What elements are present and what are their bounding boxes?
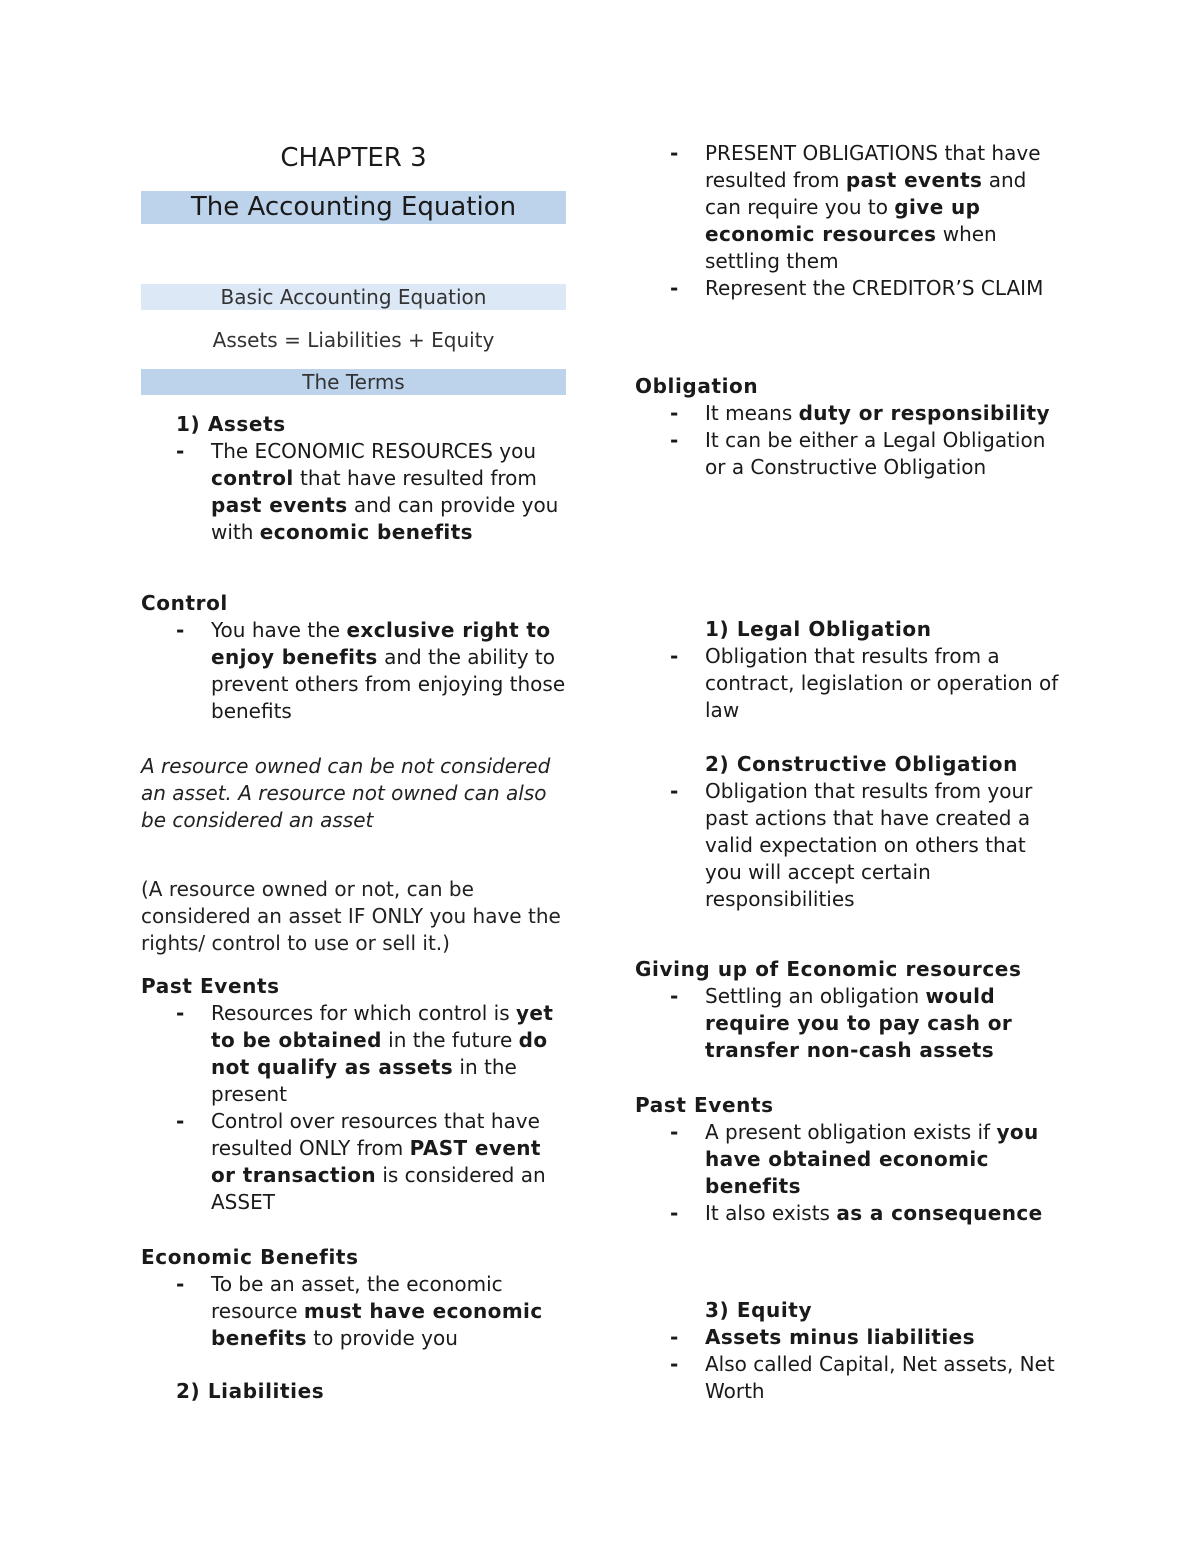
liabilities-bullet-1: PRESENT OBLIGATIONS that have resulted from past events and can require you to give up economic resources when settling them bbox=[705, 141, 1041, 273]
bold-run: duty or responsibility bbox=[798, 401, 1050, 425]
constructive-obligation-heading: 2) Constructive Obligation bbox=[705, 752, 1018, 776]
past-events-heading: Past Events bbox=[141, 974, 280, 998]
dash-bullet: - bbox=[670, 428, 679, 452]
right-past-events-section bbox=[635, 1092, 1065, 1227]
legal-obligation-heading: 1) Legal Obligation bbox=[705, 617, 932, 641]
obligation-bullet-1: It means duty or responsibility bbox=[705, 401, 1050, 425]
dash-bullet: - bbox=[176, 1272, 185, 1296]
past-events-section bbox=[141, 973, 571, 1216]
list-item bbox=[635, 427, 1065, 481]
liabilities-section bbox=[141, 1378, 571, 1405]
bold-run: you have obtained economic benefits bbox=[705, 1120, 1039, 1198]
giving-up-bullet-1: Settling an obligation would require you to pay cash or transfer non-cash assets bbox=[705, 984, 1013, 1062]
dash-bullet: - bbox=[670, 644, 679, 668]
economic-benefits-bullet-1: To be an asset, the economic resource must have economic benefits to provide you bbox=[211, 1272, 543, 1350]
economic-benefits-list bbox=[141, 1271, 571, 1352]
equity-section bbox=[635, 1297, 1065, 1405]
giving-up-heading: Giving up of Economic resources bbox=[635, 957, 1022, 981]
obligation-section bbox=[635, 373, 1065, 481]
dash-bullet: - bbox=[176, 439, 185, 463]
list-item bbox=[141, 1000, 571, 1108]
dash-bullet: - bbox=[670, 1201, 679, 1225]
equity-bullet-2: Also called Capital, Net assets, Net Worth bbox=[705, 1352, 1055, 1403]
liabilities-definition bbox=[635, 140, 1065, 302]
economic-benefits-section bbox=[141, 1244, 571, 1352]
dash-bullet: - bbox=[670, 1120, 679, 1144]
bold-run: past events bbox=[211, 493, 348, 517]
obligation-heading: Obligation bbox=[635, 374, 759, 398]
dash-bullet: - bbox=[176, 618, 185, 642]
dash-bullet: - bbox=[670, 984, 679, 1008]
legal-obligation-list bbox=[635, 643, 1065, 724]
dash-bullet: - bbox=[176, 1109, 185, 1133]
equity-heading: 3) Equity bbox=[705, 1298, 813, 1322]
page-title: The Accounting Equation bbox=[141, 191, 566, 224]
dash-bullet: - bbox=[176, 1001, 185, 1025]
right-past-events-list bbox=[635, 1119, 1065, 1227]
liabilities-heading: 2) Liabilities bbox=[176, 1379, 325, 1403]
dash-bullet: - bbox=[670, 141, 679, 165]
constructive-obligation-bullet-1: Obligation that results from your past actions that have created a valid expectation on others that you will accept certain responsibilities bbox=[705, 779, 1033, 911]
bold-run: yet to be obtained bbox=[211, 1001, 554, 1052]
dash-bullet: - bbox=[670, 401, 679, 425]
list-item bbox=[635, 1351, 1065, 1405]
past-events-bullet-2: Control over resources that have resulted ONLY from PAST event or transaction is considered an ASSET bbox=[211, 1109, 546, 1214]
equity-list bbox=[635, 1324, 1065, 1405]
equation-text: Assets = Liabilities + Equity bbox=[212, 328, 495, 352]
dash-bullet: - bbox=[670, 1325, 679, 1349]
bold-run: past events bbox=[845, 168, 983, 192]
economic-benefits-heading: Economic Benefits bbox=[141, 1245, 359, 1269]
ownership-note-italic: A resource owned can be not considered an asset. A resource not owned can also be considered an asset bbox=[141, 754, 551, 832]
chapter-heading: CHAPTER 3 bbox=[280, 143, 427, 173]
bold-run: control bbox=[211, 466, 294, 490]
giving-up-section bbox=[635, 956, 1065, 1064]
bold-run: PAST event or transaction bbox=[211, 1136, 541, 1187]
list-item bbox=[141, 1108, 571, 1216]
list-item bbox=[635, 400, 1065, 427]
bold-run: economic benefits bbox=[259, 520, 473, 544]
bold-run: must have economic benefits bbox=[211, 1299, 543, 1350]
obligation-list bbox=[635, 400, 1065, 481]
list-item bbox=[635, 1119, 1065, 1200]
assets-heading: 1) Assets bbox=[176, 412, 286, 436]
basic-equation-banner: Basic Accounting Equation bbox=[141, 284, 566, 310]
terms-banner: The Terms bbox=[141, 369, 566, 395]
list-item bbox=[635, 983, 1065, 1064]
control-bullet-1: You have the exclusive right to enjoy benefits and the ability to prevent others from enjoying those benefits bbox=[211, 618, 566, 723]
bold-run: do not qualify as assets bbox=[211, 1028, 548, 1079]
bold-run: as a consequence bbox=[836, 1201, 1043, 1225]
legal-obligation-bullet-1: Obligation that results from a contract, legislation or operation of law bbox=[705, 644, 1059, 722]
assets-bullet-1: The ECONOMIC RESOURCES you control that have resulted from past events and can provide you with economic benefits bbox=[211, 439, 559, 544]
control-heading: Control bbox=[141, 591, 228, 615]
dash-bullet: - bbox=[670, 276, 679, 300]
list-item bbox=[141, 1271, 571, 1352]
equity-bullet-1 bbox=[705, 1325, 975, 1349]
list-item bbox=[635, 643, 1065, 724]
dash-bullet: - bbox=[670, 1352, 679, 1376]
right-past-events-bullet-2: It also exists as a consequence bbox=[705, 1201, 1043, 1225]
liabilities-list bbox=[635, 140, 1065, 302]
list-item bbox=[635, 1200, 1065, 1227]
ownership-note: (A resource owned or not, can be considered an asset IF ONLY you have the rights/ control to use or sell it.) bbox=[141, 877, 561, 955]
right-past-events-heading: Past Events bbox=[635, 1093, 774, 1117]
control-list bbox=[141, 617, 571, 725]
list-item bbox=[635, 778, 1065, 913]
assets-section bbox=[141, 411, 571, 546]
constructive-obligation-section bbox=[635, 751, 1065, 913]
dash-bullet: - bbox=[670, 779, 679, 803]
obligation-bullet-2: It can be either a Legal Obligation or a Constructive Obligation bbox=[705, 428, 1046, 479]
list-item bbox=[141, 438, 571, 546]
giving-up-list bbox=[635, 983, 1065, 1064]
list-item bbox=[635, 1324, 1065, 1351]
legal-obligation-section bbox=[635, 616, 1065, 724]
constructive-obligation-list bbox=[635, 778, 1065, 913]
assets-list bbox=[141, 438, 571, 546]
list-item bbox=[635, 140, 1065, 275]
control-section bbox=[141, 590, 571, 725]
right-past-events-bullet-1: A present obligation exists if you have obtained economic benefits bbox=[705, 1120, 1039, 1198]
past-events-bullet-1: Resources for which control is yet to be obtained in the future do not qualify as assets in the present bbox=[211, 1001, 554, 1106]
liabilities-bullet-2: Represent the CREDITOR’S CLAIM bbox=[705, 276, 1044, 300]
list-item bbox=[635, 275, 1065, 302]
bold-run: Assets minus liabilities bbox=[705, 1325, 975, 1349]
bold-run: exclusive right to enjoy benefits bbox=[211, 618, 551, 669]
past-events-list bbox=[141, 1000, 571, 1216]
bold-run: would require you to pay cash or transfer non-cash assets bbox=[705, 984, 1013, 1062]
list-item bbox=[141, 617, 571, 725]
bold-run: give up economic resources bbox=[705, 195, 981, 246]
